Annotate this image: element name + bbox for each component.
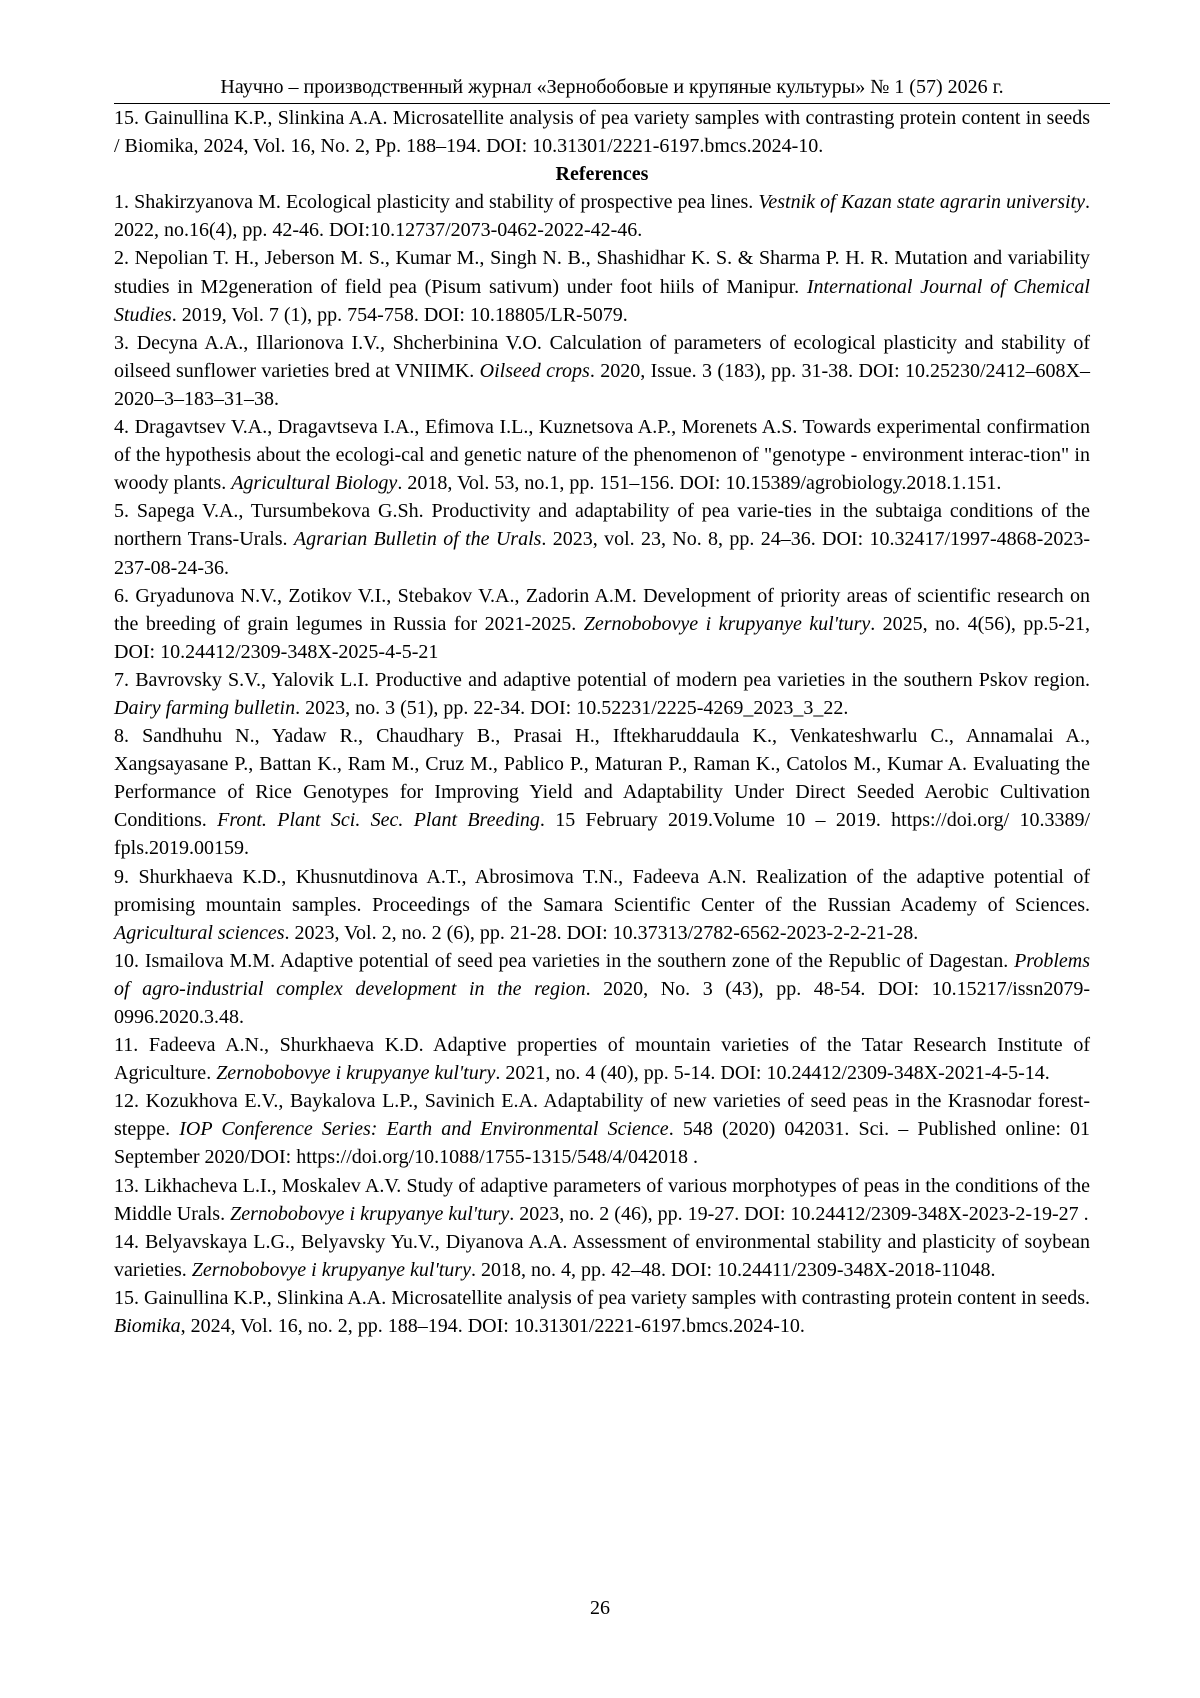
reference-details: . 548 (2020) 042031. Sci. – Published online: 01 September 2020/DOI: https://doi.org/10.1088/1755-1315/548/4/042018 . — [114, 1118, 1091, 1169]
references-list — [114, 188, 1090, 1340]
reference-item — [114, 413, 1090, 497]
reference-text: 12. Kozukhova E.V., Baykalova L.P., Savinich E.A. Adaptability of new varieties of seed peas in the Krasnodar forest-steppe. — [114, 1090, 1090, 1141]
reference-journal: Zernobobovye i krupyanye kul'tury — [191, 1258, 471, 1281]
reference-details: . 2022, no.16(4), pp. 42-46. DOI:10.12737/2073-0462-2022-42-46. — [114, 191, 1090, 242]
reference-journal: Problems of agro-industrial complex development in the region — [114, 949, 1090, 1000]
reference-item — [114, 863, 1090, 947]
reference-item — [114, 582, 1090, 666]
reference-journal: International Journal of Chemical Studies — [114, 275, 1090, 326]
reference-text: 9. Shurkhaeva K.D., Khusnutdinova A.T., Abrosimova T.N., Fadeeva A.N. Realization of the adaptive potential of promising mountain samples. Proceedings of the Samara Scientific Center of the Russian Academy of Sciences. — [114, 865, 1090, 916]
reference-text: 2. Nepolian T. H., Jeberson M. S., Kumar M., Singh N. B., Shashidhar K. S. & Sharma P. H. R. Mutation and variability studies in M2generation of field pea (Pisum sativum) under foot hiils of Manipur. — [114, 247, 1090, 298]
page-number: 26 — [590, 1597, 610, 1619]
reference-text: 3. Decyna A.A., Illarionova I.V., Shcherbinina V.O. Calculation of parameters of ecological plasticity and stability of oilseed sunflower varieties bred at VNIIMK. — [114, 331, 1090, 382]
reference-item — [114, 188, 1090, 244]
reference-journal: Zernobobovye i krupyanye kul'tury — [230, 1202, 510, 1225]
reference-details: . 2023, no. 3 (51), pp. 22-34. DOI: 10.52231/2225-4269_2023_3_22. — [295, 696, 849, 719]
reference-text: 7. Bavrovsky S.V., Yalovik L.I. Productive and adaptive potential of modern pea varieties in the southern Pskov region. — [114, 668, 1090, 691]
reference-text: 5. Sapega V.A., Tursumbekova G.Sh. Productivity and adaptability of pea varie-ties in the subtaiga conditions of the northern Trans-Urals. — [114, 500, 1090, 551]
reference-details: . 2020, No. 3 (43), pp. 48-54. DOI: 10.15217/issn2079-0996.2020.3.48. — [114, 977, 1090, 1028]
reference-item — [114, 497, 1090, 581]
reference-item — [114, 1087, 1090, 1171]
reference-text: 13. Likhacheva L.I., Moskalev A.V. Study of adaptive parameters of various morphotypes of peas in the conditions of the Middle Urals. — [114, 1174, 1090, 1225]
reference-details: . 2023, no. 2 (46), pp. 19-27. DOI: 10.24412/2309-348X-2023-2-19-27 . — [509, 1202, 1089, 1225]
reference-text: 15. Gainullina K.P., Slinkina A.A. Microsatellite analysis of pea variety samples with contrasting protein content in seeds. — [114, 1286, 1090, 1309]
reference-text: 14. Belyavskaya L.G., Belyavsky Yu.V., Diyanova A.A. Assessment of environmental stability and plasticity of soybean varieties. — [114, 1230, 1090, 1281]
reference-journal: Agrarian Bulletin of the Urals — [293, 528, 542, 551]
reference-details: . 2018, no. 4, pp. 42–48. DOI: 10.24411/2309-348X-2018-11048. — [470, 1258, 996, 1281]
reference-item — [114, 1228, 1090, 1284]
page-content — [114, 104, 1090, 1340]
reference-details: . 2021, no. 4 (40), pp. 5-14. DOI: 10.24412/2309-348X-2021-4-5-14. — [495, 1062, 1050, 1085]
reference-journal: Agricultural Biology — [231, 472, 398, 495]
reference-details: . 2019, Vol. 7 (1), pp. 754-758. DOI: 10.18805/LR-5079. — [171, 303, 628, 326]
reference-item — [114, 1172, 1090, 1228]
reference-item — [114, 1284, 1090, 1340]
reference-details: . 2025, no. 4(56), pp.5-21, DOI: 10.24412/2309-348X-2025-4-5-21 — [114, 612, 1090, 663]
reference-item — [114, 722, 1090, 862]
reference-details: . 2023, vol. 23, No. 8, pp. 24–36. DOI: 10.32417/1997-4868-2023-237-08-24-36. — [114, 528, 1090, 579]
reference-text: 8. Sandhuhu N., Yadaw R., Chaudhary B., Prasai H., Iftekharuddaula K., Venkateshwarlu C., Annamalai A., Xangsayasane P., Battan K., Ram M., Cruz M., Pablico P., Maturan P., Raman K., Catolos M., Kumar A. Evaluating the Performance of Rice Genotypes for Improving Yield and Adaptability Under Direct Seeded Aerobic Cultivation Conditions. — [114, 725, 1090, 832]
reference-journal: IOP Conference Series: Earth and Environmental Science — [179, 1118, 669, 1141]
running-header: Научно – производственный журнал «Зернобобовые и крупяные культуры» № 1 (57) 2026 г. — [220, 76, 1004, 98]
references-heading: References — [555, 163, 649, 186]
reference-journal: Zernobobovye i krupyanye kul'tury — [583, 612, 871, 635]
reference-text: 1. Shakirzyanova M. Ecological plasticity and stability of prospective pea lines. — [114, 191, 759, 214]
reference-text: 11. Fadeeva A.N., Shurkhaeva K.D. Adaptive properties of mountain varieties of the Tatar Research Institute of Agriculture. — [114, 1034, 1090, 1085]
reference-item — [114, 244, 1090, 328]
reference-item — [114, 666, 1090, 722]
carryover-reference: 15. Gainullina K.P., Slinkina A.A. Microsatellite analysis of pea variety samples with contrasting protein content in seeds / Biomika, 2024, Vol. 16, No. 2, Pp. 188–194. DOI: 10.31301/2221-6197.bmcs.2024-10. — [114, 107, 1090, 158]
reference-text: 6. Gryadunova N.V., Zotikov V.I., Stebakov V.A., Zadorin A.M. Development of priority areas of scientific research on the breeding of grain legumes in Russia for 2021-2025. — [114, 584, 1090, 635]
reference-details: . 2020, Issue. 3 (183), pp. 31-38. DOI: 10.25230/2412–608X–2020–3–183–31–38. — [114, 359, 1090, 410]
reference-journal: Zernobobovye i krupyanye kul'tury — [216, 1062, 496, 1085]
reference-details: . 2018, Vol. 53, no.1, pp. 151–156. DOI: 10.15389/agrobiology.2018.1.151. — [397, 472, 1002, 495]
reference-item — [114, 947, 1090, 1031]
reference-journal: Agricultural sciences — [114, 921, 285, 944]
reference-item — [114, 1031, 1090, 1087]
reference-text: 4. Dragavtsev V.A., Dragavtseva I.A., Efimova I.L., Kuznetsova A.P., Morenets A.S. Towards experimental confirmation of the hypothesis about the ecologi-cal and genetic nature of the phenomenon of "genotype - environment interac-tion" in woody plants. — [114, 416, 1090, 495]
reference-details: . 2023, Vol. 2, no. 2 (6), pp. 21-28. DOI: 10.37313/2782-6562-2023-2-2-21-28. — [284, 921, 919, 944]
reference-journal: Vestnik of Kazan state agrarin university — [758, 191, 1085, 214]
reference-journal: Front. Plant Sci. Sec. Plant Breeding — [217, 809, 540, 832]
reference-details: . 15 February 2019.Volume 10 – 2019. https://doi.org/ 10.3389/ fpls.2019.00159. — [114, 809, 1090, 860]
reference-journal: Biomika — [114, 1315, 181, 1338]
reference-journal: Dairy farming bulletin — [114, 696, 296, 719]
reference-journal: Oilseed crops — [479, 359, 590, 382]
reference-details: , 2024, Vol. 16, no. 2, pp. 188–194. DOI: 10.31301/2221-6197.bmcs.2024-10. — [180, 1315, 805, 1338]
reference-item — [114, 329, 1090, 413]
reference-text: 10. Ismailova M.M. Adaptive potential of seed pea varieties in the southern zone of the Republic of Dagestan. — [114, 949, 1015, 972]
